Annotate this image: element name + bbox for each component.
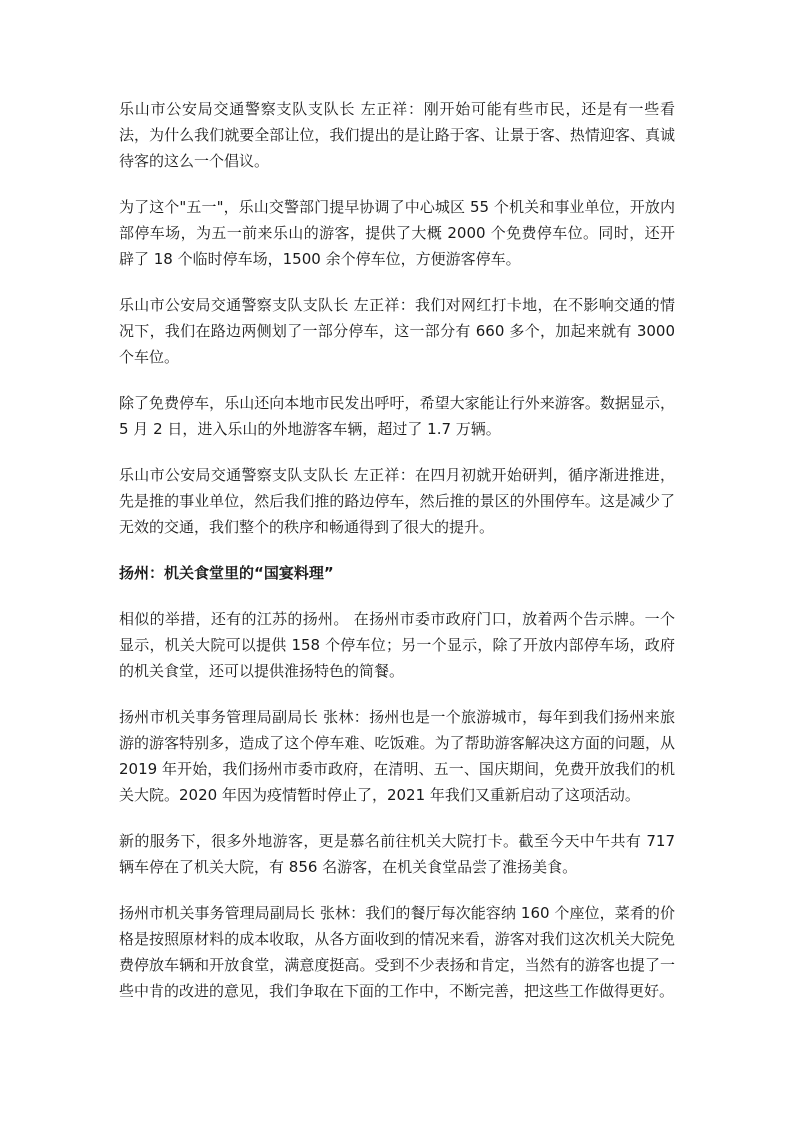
paragraph-yangzhou-intro: 相似的举措，还有的江苏的扬州。 在扬州市委市政府门口，放着两个告示牌。一个显示，机关大院可以提供 158 个停车位；另一个显示，除了开放内部停车场，政府的机关食堂，还可以提供淮扬特色的简餐。	[119, 610, 675, 680]
document-page	[119, 96, 675, 1024]
paragraph-leshan-parking-count: 为了这个"五一"，乐山交警部门提早协调了中心城区 55 个机关和事业单位，开放内部停车场，为五一前来乐山的游客，提供了大概 2000 个免费停车位。同时，还开辟了 18 个临时停车场，1500 余个停车位，方便游客停车。	[119, 198, 675, 268]
paragraph-yangzhou-visitors: 新的服务下，很多外地游客，更是慕名前往机关大院打卡。截至今天中午共有 717 辆车停在了机关大院，有 856 名游客，在机关食堂品尝了淮扬美食。	[119, 832, 675, 876]
paragraph-leshan-police-3: 乐山市公安局交通警察支队支队长 左正祥：在四月初就开始研判，循序渐进推进，先是推的事业单位，然后我们推的路边停车，然后推的景区的外围停车。这是减少了无效的交通，我们整个的秩序和畅通得到了很大的提升。	[119, 466, 675, 536]
paragraph-leshan-police-2: 乐山市公安局交通警察支队支队长 左正祥：我们对网红打卡地，在不影响交通的情况下，我们在路边两侧划了一部分停车，这一部分有 660 多个，加起来就有 3000 个车位。	[119, 296, 675, 366]
paragraph-leshan-appeal: 除了免费停车，乐山还向本地市民发出呼吁，希望大家能让行外来游客。数据显示，5 月 2 日，进入乐山的外地游客车辆，超过了 1.7 万辆。	[119, 394, 675, 438]
paragraph-yangzhou-official-1: 扬州市机关事务管理局副局长 张林：扬州也是一个旅游城市，每年到我们扬州来旅游的游客特别多，造成了这个停车难、吃饭难。为了帮助游客解决这方面的问题，从 2019 年开始，我们扬州市委市政府，在清明、五一、国庆期间，免费开放我们的机关大院。2020 年因为疫情暂时停止了，2021 年我们又重新启动了这项活动。	[119, 708, 675, 804]
section-heading-yangzhou: 扬州：机关食堂里的“国宴料理”	[119, 564, 334, 582]
paragraph-leshan-police-1: 乐山市公安局交通警察支队支队长 左正祥：刚开始可能有些市民，还是有一些看法，为什么我们就要全部让位，我们提出的是让路于客、让景于客、热情迎客、真诚待客的这么一个倡议。	[119, 100, 675, 170]
paragraph-yangzhou-official-2: 扬州市机关事务管理局副局长 张林：我们的餐厅每次能容纳 160 个座位，菜肴的价格是按照原材料的成本收取，从各方面收到的情况来看，游客对我们这次机关大院免费停放车辆和开放食堂，满意度挺高。受到不少表扬和肯定，当然有的游客也提了一些中肯的改进的意见，我们争取在下面的工作中，不断完善，把这些工作做得更好。	[119, 904, 675, 1000]
